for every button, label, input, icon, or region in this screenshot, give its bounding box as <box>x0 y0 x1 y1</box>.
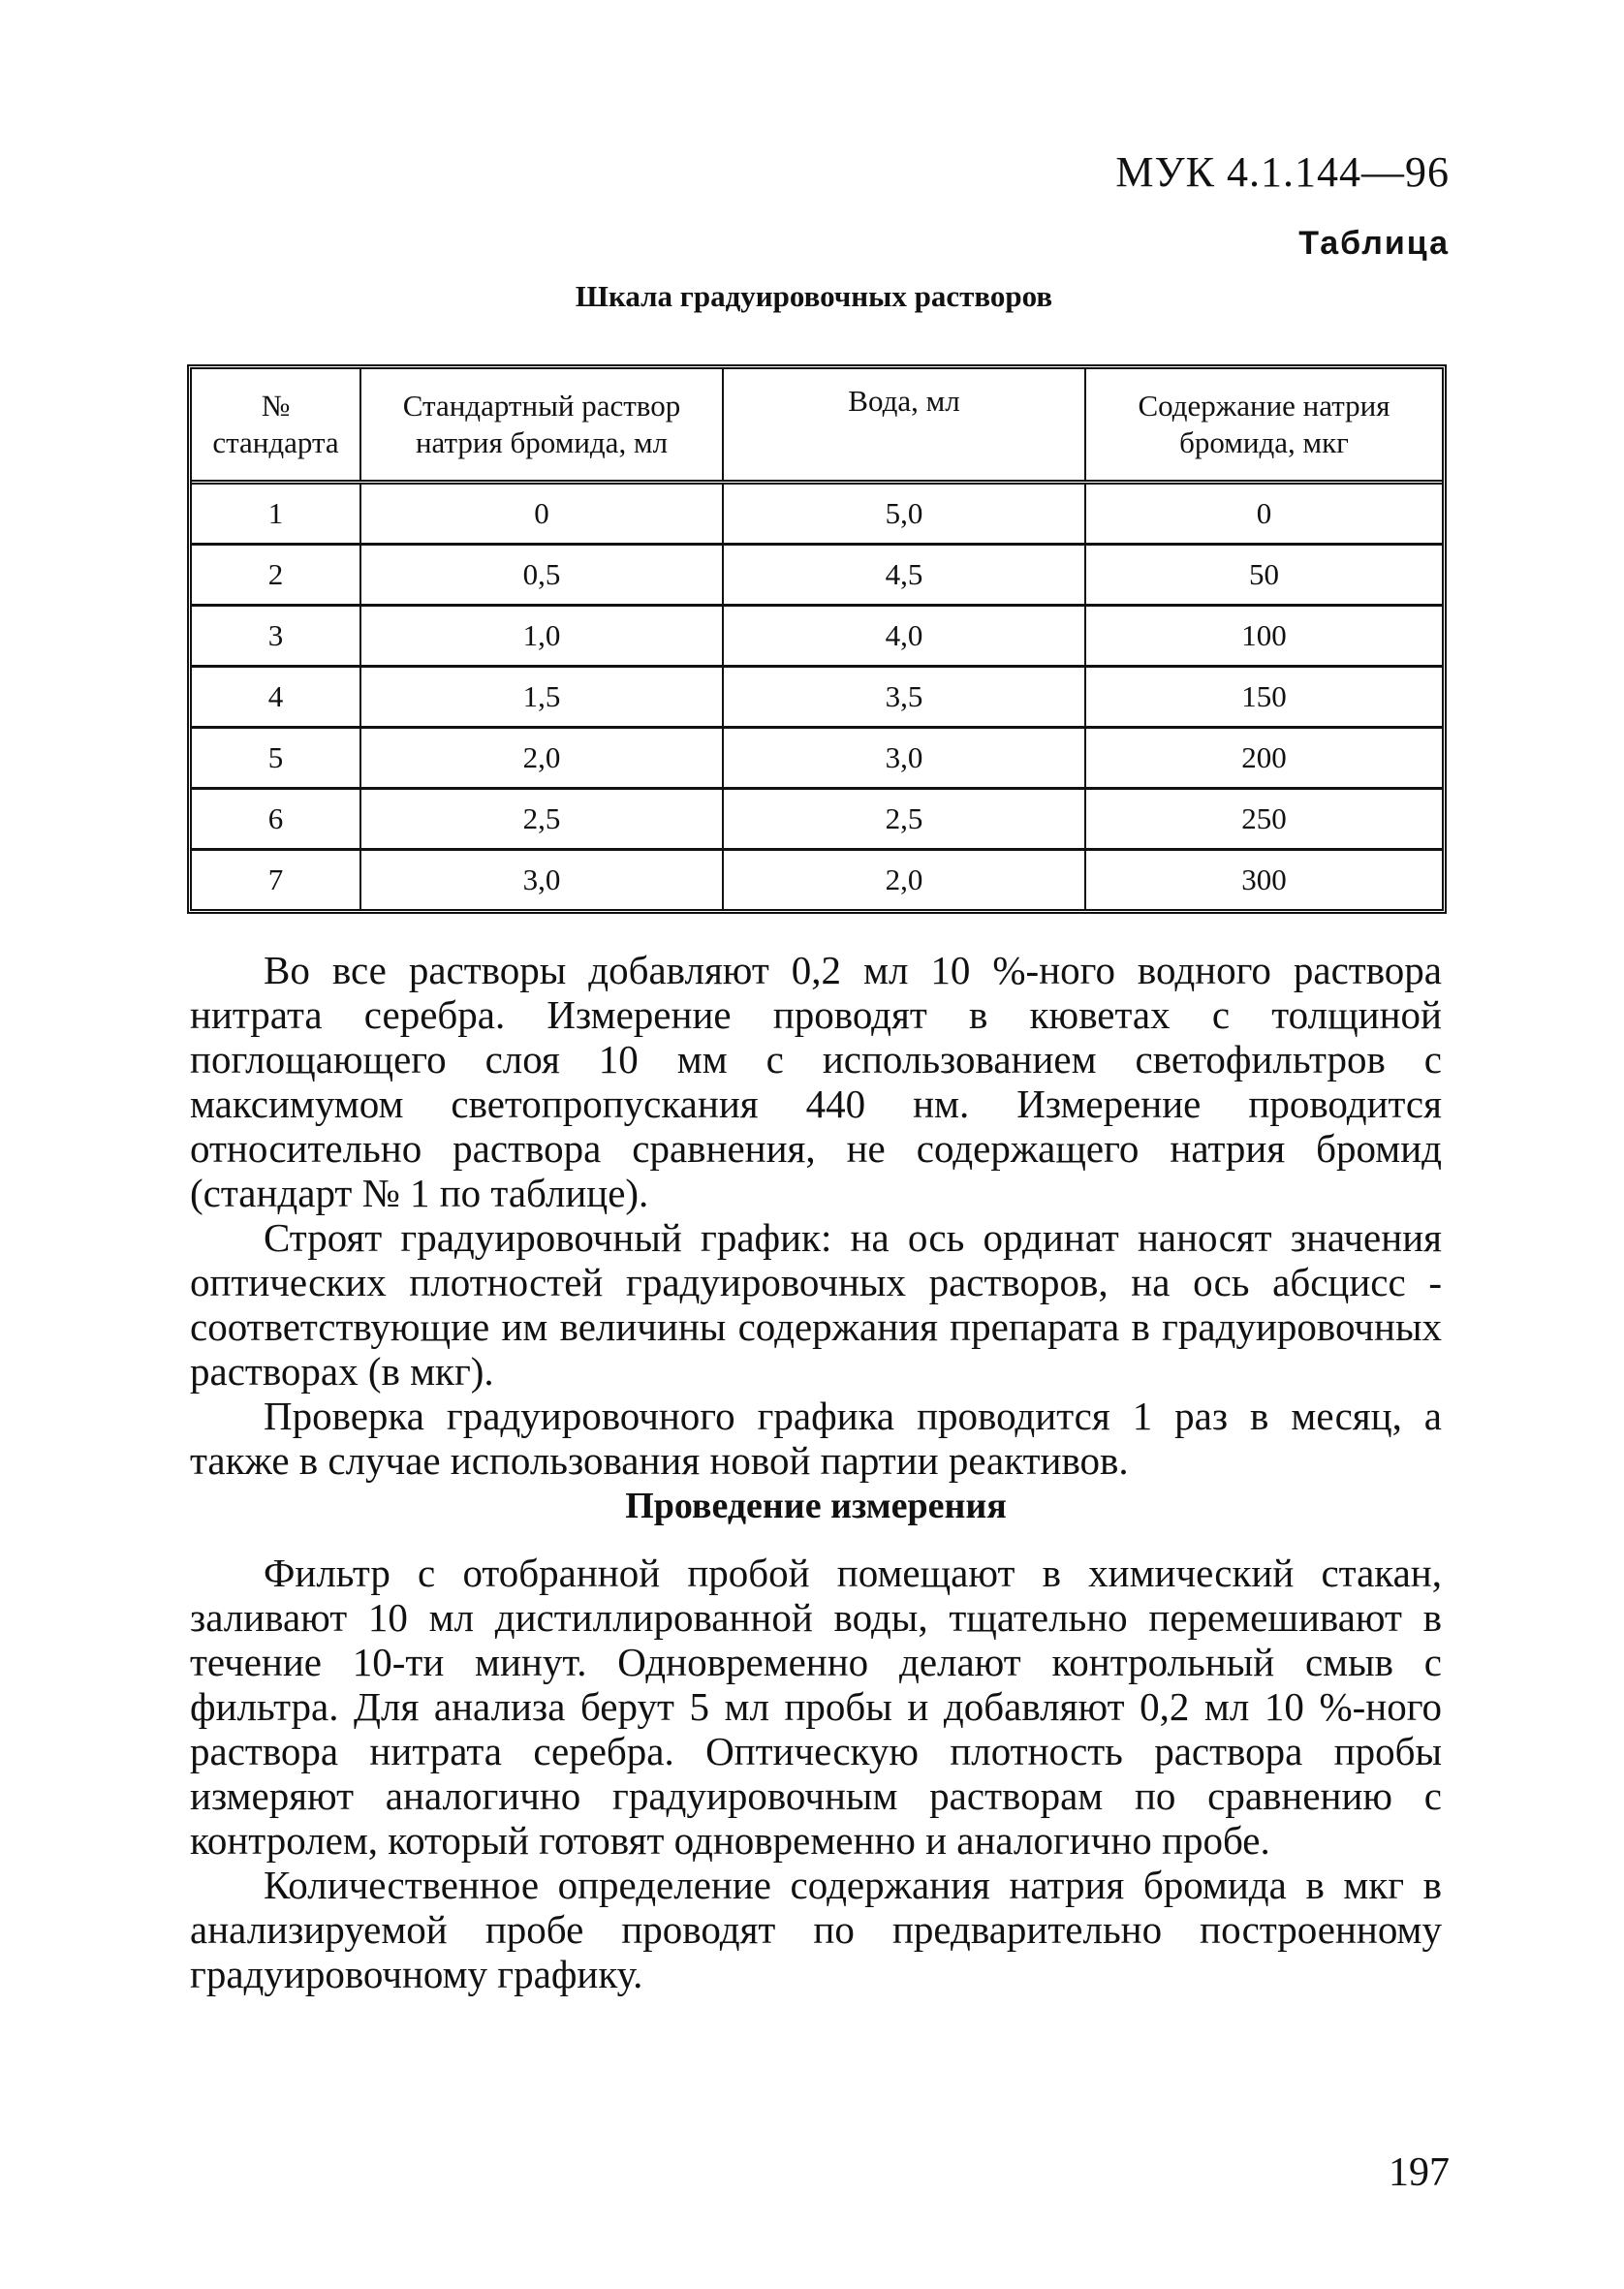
table-label: Таблица <box>1298 225 1450 262</box>
cell-water: 4,5 <box>723 545 1085 606</box>
cell-content: 300 <box>1241 862 1287 896</box>
header-line: бромида, мкг <box>1179 425 1349 459</box>
header-standard-solution <box>360 369 723 483</box>
cell-water: 3,5 <box>723 667 1085 728</box>
paragraph: Фильтр с отобранной пробой помещают в химический стакан, заливают 10 мл дистиллированной воды, тщательно перемешивают в течение 10-ти минут. Одновременно делают контрольный смыв с фильтра. Для анализа берут 5 мл пробы и добавляют 0,2 мл 10 %-ного раствора нитрата серебра. Оптическую плотность раствора пробы измеряют аналогично градуировочным растворам по сравнению с контролем, который готовят одновременно и аналогично пробе. <box>190 1551 1442 1863</box>
table-row <box>192 789 1442 850</box>
table-row <box>192 483 1442 545</box>
cell-water: 2,5 <box>723 789 1085 850</box>
cell-content: 100 <box>1085 606 1442 667</box>
cell-standard-number: 3 <box>192 606 360 667</box>
section-heading: Проведение измерения <box>625 1486 1007 1526</box>
cell-standard-solution: 1,5 <box>360 667 723 728</box>
body-text-block-2 <box>190 1551 1442 1996</box>
header-line: № <box>261 389 291 423</box>
cell-standard-solution: 1,0 <box>360 606 723 667</box>
cell-standard-solution: 0,5 <box>360 545 723 606</box>
header-line: Стандартный раствор <box>402 389 681 423</box>
table-row <box>192 667 1442 728</box>
header-line: натрия бромида, мл <box>415 425 669 459</box>
calibration-table-grid <box>192 369 1442 909</box>
cell-standard-solution: 2,5 <box>360 789 723 850</box>
table-row <box>192 545 1442 606</box>
paragraph: Во все растворы добавляют 0,2 мл 10 %-ного водного раствора нитрата серебра. Измерение проводят в кюветах с толщиной поглощающего слоя 10 мм с использованием светофильтров с максимумом светопропускания 440 нм. Измерение проводится относительно раствора сравнения, не содержащего натрия бромид (стандарт № 1 по таблице). <box>190 948 1442 1215</box>
page-number: 197 <box>1389 2150 1450 2195</box>
header-standard-number <box>192 369 360 483</box>
cell-standard-number: 1 <box>192 483 360 545</box>
body-text-block-1 <box>190 948 1442 1483</box>
header-line: Содержание натрия <box>1138 389 1390 423</box>
table-row <box>192 850 1442 910</box>
cell-content: 150 <box>1085 667 1442 728</box>
header-line: стандарта <box>212 425 339 459</box>
cell-water: 2,0 <box>723 850 1085 910</box>
cell-standard-number: 7 <box>192 850 360 910</box>
cell-water: 5,0 <box>723 483 1085 545</box>
cell-water: 4,0 <box>723 606 1085 667</box>
paragraph: Проверка градуировочного графика проводится 1 раз в месяц, а также в случае использования новой партии реактивов. <box>190 1394 1442 1483</box>
calibration-table <box>187 364 1447 914</box>
header-water <box>723 369 1085 483</box>
cell-content: 50 <box>1085 545 1442 606</box>
paragraph: Строят градуировочный график: на ось ординат наносят значения оптических плотностей градуировочных растворов, на ось абсцисс - соответствующие им величины содержания препарата в градуировочных растворах (в мкг). <box>190 1215 1442 1394</box>
header-sodium-bromide-content <box>1085 369 1442 483</box>
cell-water: 3,0 <box>723 728 1085 789</box>
cell-standard-number: 5 <box>192 728 360 789</box>
cell-content: 200 <box>1085 728 1442 789</box>
cell-standard-solution: 2,0 <box>360 728 723 789</box>
cell-standard-number: 6 <box>192 789 360 850</box>
table-row <box>192 728 1442 789</box>
header-line: Вода, мл <box>848 384 960 418</box>
table-row <box>192 606 1442 667</box>
cell-standard-solution: 3,0 <box>360 850 723 910</box>
cell-standard-solution: 0 <box>360 483 723 545</box>
table-header-row <box>192 369 1442 483</box>
cell-content: 0 <box>1085 483 1442 545</box>
table-caption: Шкала градуировочных растворов <box>575 279 1053 313</box>
cell-standard-number: 4 <box>192 667 360 728</box>
document-code: МУК 4.1.144—96 <box>1115 148 1450 196</box>
cell-content: 250 <box>1085 789 1442 850</box>
cell-standard-number: 2 <box>192 545 360 606</box>
paragraph: Количественное определение содержания натрия бромида в мкг в анализируемой пробе проводят по предварительно построенному градуировочному графику. <box>190 1863 1442 1996</box>
